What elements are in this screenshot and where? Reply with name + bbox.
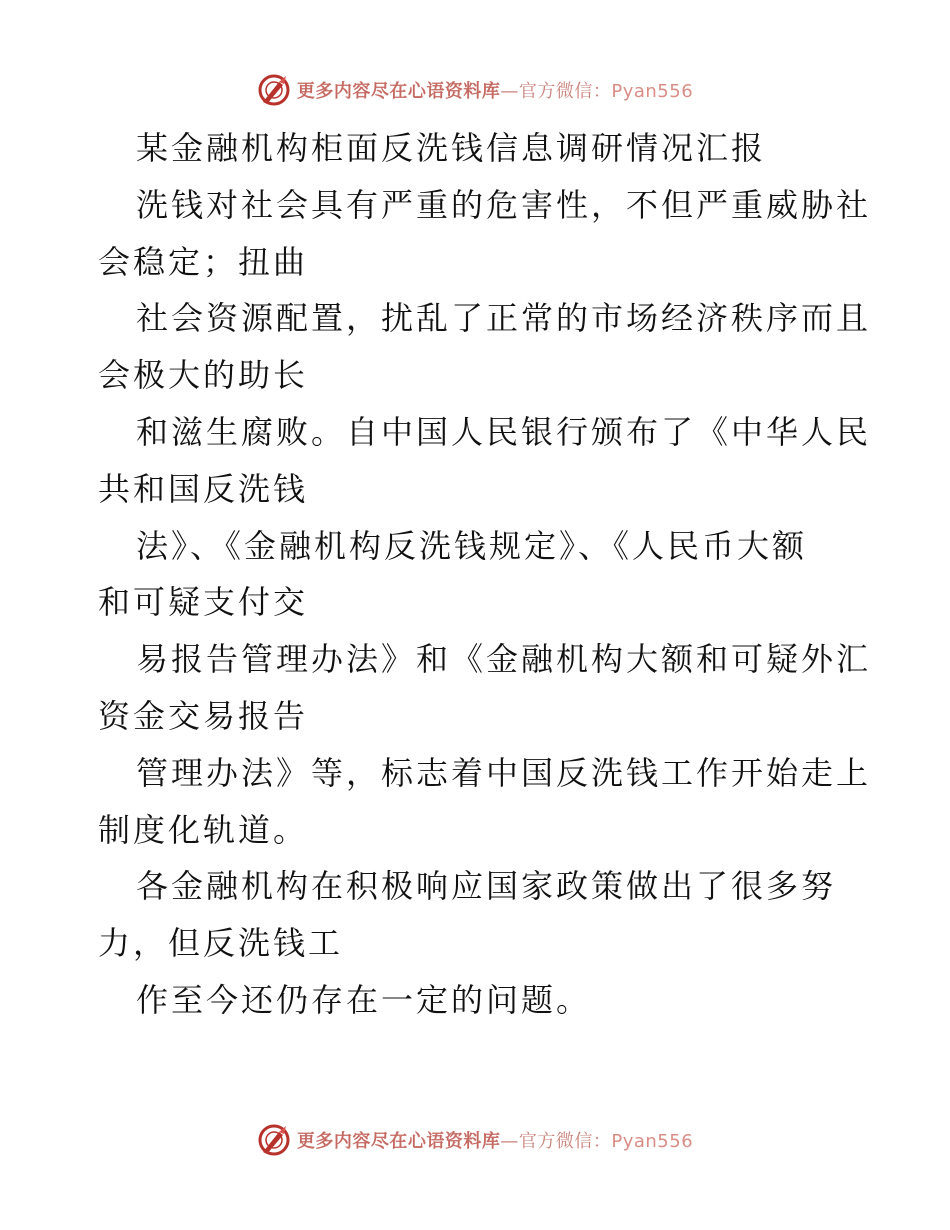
paragraph-line: 和滋生腐败。自中国人民银行颁布了《中华人民 [136,412,872,451]
banner-wechat-label: 官方微信： [518,1131,612,1152]
paragraph-line: 洗钱对社会具有严重的危害性，不但严重威胁社 [136,185,872,224]
paragraph-line: 资金交易报告 [98,696,309,735]
banner-dash: — [500,81,519,102]
paragraph-line: 制度化轨道。 [98,810,309,849]
banner-brand-text: 更多内容尽在心语资料库 [296,1131,501,1152]
banner-brand-text: 更多内容尽在心语资料库 [296,81,501,102]
banner-dash: — [500,1131,519,1152]
paragraph-line: 易报告管理办法》和《金融机构大额和可疑外汇 [136,640,872,679]
paragraph-line: 和可疑支付交 [98,583,309,622]
banner-text [297,77,693,103]
banner-text [297,1127,693,1153]
banner-wechat-id: Pyan556 [611,1131,694,1152]
paragraph-line: 会极大的助长 [98,356,309,395]
paragraph-line: 作至今还仍存在一定的问题。 [136,980,592,1019]
paragraph-line: 共和国反洗钱 [98,469,309,508]
banner-wechat-id: Pyan556 [611,81,694,102]
paragraph-line: 管理办法》等，标志着中国反洗钱工作开始走上 [136,753,872,792]
footer-banner [0,1120,950,1160]
quill-logo-icon [257,73,291,107]
quill-logo-icon [257,1123,291,1157]
paragraph-line: 力，但反洗钱工 [98,924,344,963]
paragraph-line: 法》、《金融机构反洗钱规定》、《人民币大额 [136,526,808,565]
paragraph-line: 社会资源配置，扰乱了正常的市场经济秩序而且 [136,299,872,338]
document-body [98,120,872,1029]
paragraph-line: 各金融机构在积极响应国家政策做出了很多努 [136,867,837,906]
paragraph-line: 会稳定；扭曲 [98,242,309,281]
header-banner [0,70,950,110]
document-title: 某金融机构柜面反洗钱信息调研情况汇报 [136,129,767,167]
banner-wechat-label: 官方微信： [518,81,612,102]
